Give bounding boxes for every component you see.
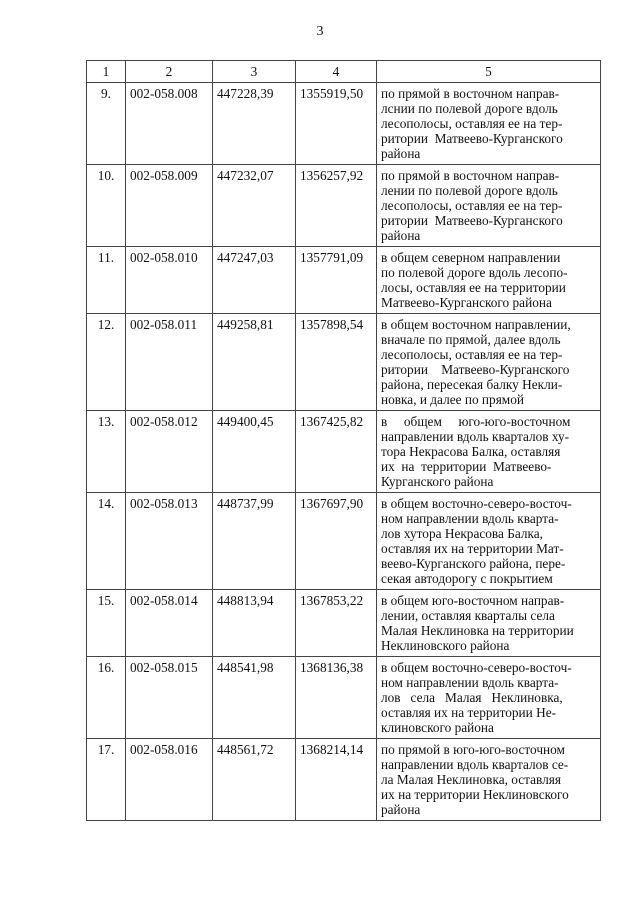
description-line: лесополосы, оставляя ее на тер- <box>381 347 563 362</box>
x-coordinate-cell: 449400,45 <box>213 411 296 493</box>
table-row <box>87 411 601 493</box>
description-line: ном направлении вдоль кварта- <box>381 675 559 690</box>
y-coordinate-cell: 1357898,54 <box>296 314 377 411</box>
description-line: Малая Неклиновка на территории <box>381 623 574 638</box>
y-coordinate-cell: 1368136,38 <box>296 657 377 739</box>
table-row <box>87 165 601 247</box>
description-line: в общем юго-восточном направ- <box>381 593 565 608</box>
y-coordinate-cell: 1368214,14 <box>296 739 377 821</box>
table-row <box>87 493 601 590</box>
y-coordinate-cell: 1367853,22 <box>296 590 377 657</box>
header-col-3: 3 <box>213 61 296 83</box>
x-coordinate-cell: 449258,81 <box>213 314 296 411</box>
description-line: ритории Матвеево-Курганского <box>381 131 563 146</box>
x-coordinate-cell: 448541,98 <box>213 657 296 739</box>
description-line: лснии по полевой дороге вдоль <box>381 101 558 116</box>
description-line: ритории Матвеево-Курганского <box>381 213 563 228</box>
point-code-cell: 002-058.012 <box>126 411 213 493</box>
y-coordinate-cell: 1356257,92 <box>296 165 377 247</box>
description-line: по прямой в восточном направ- <box>381 168 560 183</box>
description-line: лов хутора Некрасова Балка, <box>381 526 544 541</box>
description-line: лосы, оставляя ее на территории <box>381 280 566 295</box>
description-line: веево-Курганского района, пере- <box>381 556 566 571</box>
description-line: района, пересекая балку Некли- <box>381 377 563 392</box>
description-line: по полевой дороге вдоль лесопо- <box>381 265 568 280</box>
point-code-cell: 002-058.014 <box>126 590 213 657</box>
description-line: ла Малая Неклиновка, оставляя <box>381 772 561 787</box>
description-line: в общем северном направлении <box>381 250 561 265</box>
description-cell <box>377 590 601 657</box>
page-number: 3 <box>316 24 324 39</box>
description-line: их на территории Неклиновского <box>381 787 569 802</box>
description-line: района <box>381 802 421 817</box>
description-line: района <box>381 146 421 161</box>
x-coordinate-cell: 448813,94 <box>213 590 296 657</box>
row-number-cell: 13. <box>87 411 126 493</box>
description-cell <box>377 165 601 247</box>
description-line: новка, и далее по прямой <box>381 392 524 407</box>
x-coordinate-cell: 447228,39 <box>213 83 296 165</box>
point-code-cell: 002-058.015 <box>126 657 213 739</box>
description-line: оставляя их на территории Мат- <box>381 541 564 556</box>
point-code-cell: 002-058.013 <box>126 493 213 590</box>
description-cell <box>377 739 601 821</box>
header-col-2: 2 <box>126 61 213 83</box>
header-col-1: 1 <box>87 61 126 83</box>
description-line: оставляя их на территории Не- <box>381 705 557 720</box>
y-coordinate-cell: 1357791,09 <box>296 247 377 314</box>
row-number-cell: 12. <box>87 314 126 411</box>
description-cell <box>377 657 601 739</box>
row-number-cell: 11. <box>87 247 126 314</box>
description-cell <box>377 83 601 165</box>
description-cell <box>377 411 601 493</box>
description-line: лесополосы, оставляя ее на тер- <box>381 198 563 213</box>
table-row <box>87 590 601 657</box>
point-code-cell: 002-058.008 <box>126 83 213 165</box>
description-line: в общем восточно-северо-восточ- <box>381 496 572 511</box>
point-code-cell: 002-058.016 <box>126 739 213 821</box>
description-line: лении, оставляя кварталы села <box>381 608 555 623</box>
description-line: направлении вдоль кварталов се- <box>381 757 569 772</box>
description-line: по прямой в восточном направ- <box>381 86 560 101</box>
y-coordinate-cell: 1355919,50 <box>296 83 377 165</box>
description-line: района <box>381 228 421 243</box>
x-coordinate-cell: 447232,07 <box>213 165 296 247</box>
row-number-cell: 15. <box>87 590 126 657</box>
description-line: в общем юго-юго-восточном <box>381 414 571 429</box>
description-line: по прямой в юго-юго-восточном <box>381 742 565 757</box>
x-coordinate-cell: 448561,72 <box>213 739 296 821</box>
description-line: их на территории Матвеево- <box>381 459 552 474</box>
table-row <box>87 247 601 314</box>
header-col-4: 4 <box>296 61 377 83</box>
description-line: секая автодорогу с покрытием <box>381 571 553 586</box>
table-header <box>87 61 601 83</box>
header-col-5: 5 <box>377 61 601 83</box>
point-code-cell: 002-058.010 <box>126 247 213 314</box>
row-number-cell: 16. <box>87 657 126 739</box>
description-line: ном направлении вдоль кварта- <box>381 511 559 526</box>
y-coordinate-cell: 1367425,82 <box>296 411 377 493</box>
table-body <box>87 83 601 821</box>
header-row <box>87 61 601 83</box>
table-row <box>87 314 601 411</box>
table-row <box>87 657 601 739</box>
description-line: в общем восточно-северо-восточ- <box>381 660 572 675</box>
description-line: лов села Малая Неклиновка, <box>381 690 563 705</box>
row-number-cell: 9. <box>87 83 126 165</box>
boundary-table <box>86 60 601 821</box>
description-line: лесополосы, оставляя ее на тер- <box>381 116 563 131</box>
x-coordinate-cell: 447247,03 <box>213 247 296 314</box>
description-cell <box>377 314 601 411</box>
row-number-cell: 14. <box>87 493 126 590</box>
description-line: Курганского района <box>381 474 494 489</box>
row-number-cell: 17. <box>87 739 126 821</box>
description-cell <box>377 247 601 314</box>
description-line: вначале по прямой, далее вдоль <box>381 332 561 347</box>
description-cell <box>377 493 601 590</box>
description-line: направлении вдоль кварталов ху- <box>381 429 570 444</box>
description-line: ритории Матвеево-Курганского <box>381 362 570 377</box>
table-row <box>87 739 601 821</box>
description-line: лении по полевой дороге вдоль <box>381 183 558 198</box>
x-coordinate-cell: 448737,99 <box>213 493 296 590</box>
description-line: Матвеево-Курганского района <box>381 295 552 310</box>
description-line: Неклиновского района <box>381 638 510 653</box>
description-line: тора Некрасова Балка, оставляя <box>381 444 561 459</box>
row-number-cell: 10. <box>87 165 126 247</box>
table-row <box>87 83 601 165</box>
description-line: в общем восточном направлении, <box>381 317 571 332</box>
point-code-cell: 002-058.011 <box>126 314 213 411</box>
description-line: клиновского района <box>381 720 494 735</box>
point-code-cell: 002-058.009 <box>126 165 213 247</box>
y-coordinate-cell: 1367697,90 <box>296 493 377 590</box>
